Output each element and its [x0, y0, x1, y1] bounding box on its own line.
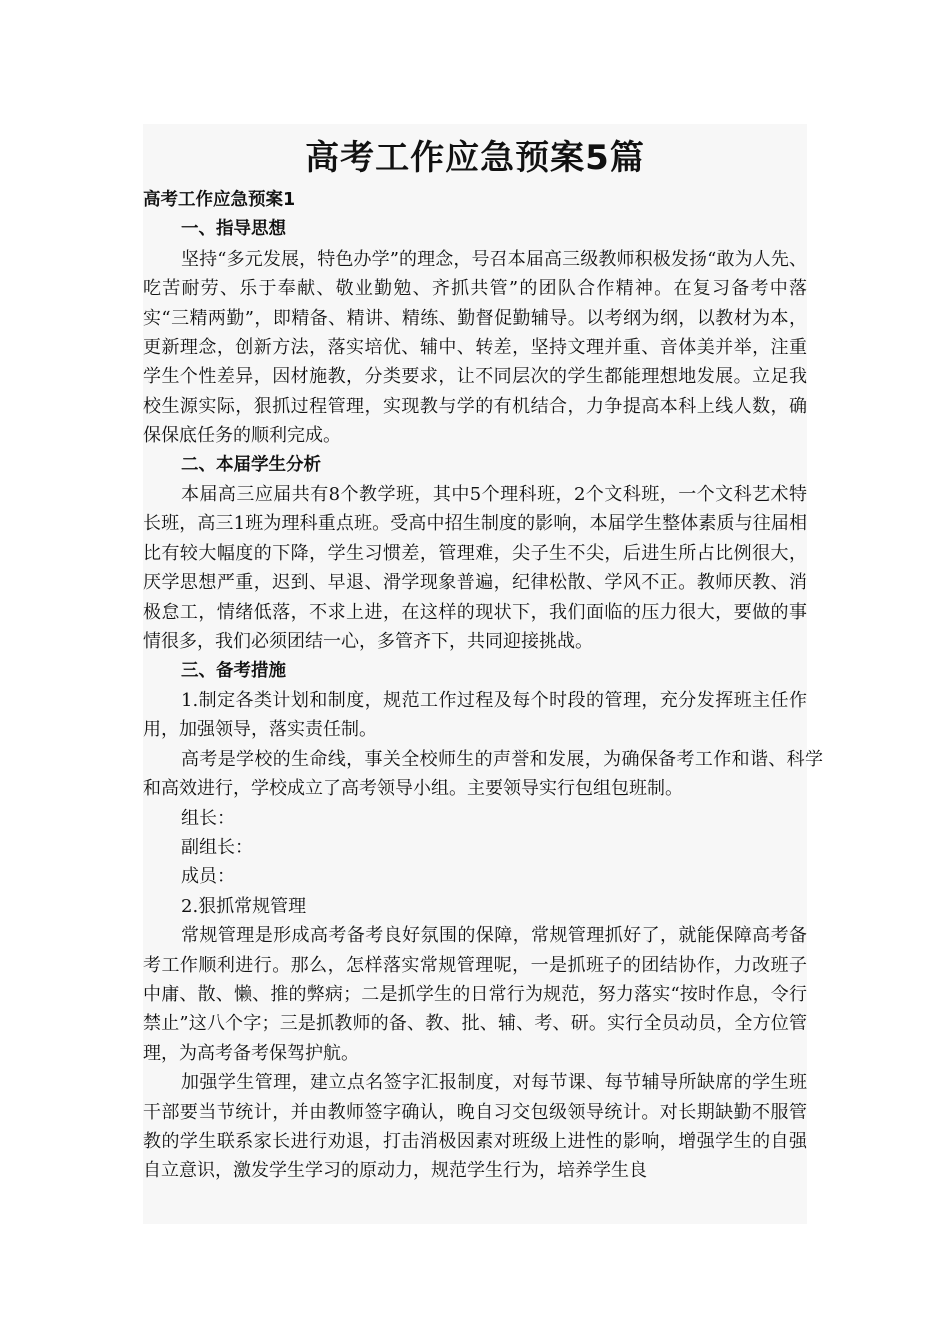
paragraph: 高考是学校的生命线，事关全校师生的声誉和发展，为确保备考工作和谐、科学和高效进行，学校成立了高考领导小组。主要领导实行包组包班制。	[143, 748, 823, 800]
section-heading-3: 三、备考措施	[181, 660, 286, 681]
paragraph: 本届高三应届共有8个教学班，其中5个理科班，2个文科班，一个文科艺术特长班，高三1班为理科重点班。受高中招生制度的影响，本届学生整体素质与往届相比有较大幅度的下降，学生习惯差，管理难，尖子生不尖，后进生所占比例很大，厌学思想严重，迟到、早退、滑学现象普遍，纪律松散、学风不正。教师厌教、消极怠工，情绪低落，不求上进，在这样的现状下，我们面临的压力很大，要做的事情很多，我们必须团结一心，多管齐下，共同迎接挑战。	[143, 484, 807, 653]
subtitle: 高考工作应急预案1	[143, 190, 296, 210]
section-heading-1: 一、指导思想	[181, 219, 286, 240]
paragraph: 加强学生管理，建立点名签字汇报制度，对每节课、每节辅导所缺席的学生班干部要当节统计，并由教师签字确认，晚自习交包级领导统计。对长期缺勤不服管教的学生联系家长进行劝退，打击消极因素对班级上进性的影响，增强学生的自强自立意识，激发学生学习的原动力，规范学生行为，培养学生良	[143, 1072, 807, 1182]
vice-leader-line: 副组长：	[181, 836, 253, 858]
list-item-heading: 2.狠抓常规管理	[181, 895, 307, 917]
paragraph: 常规管理是形成高考备考良好氛围的保障，常规管理抓好了，就能保障高考备考工作顺利进行。那么，怎样落实常规管理呢，一是抓班子的团结协作，力改班子中庸、散、懒、推的弊病；二是抓学生的日常行为规范，努力落实“按时作息，令行禁止”这八个字；三是抓教师的备、教、批、辅、考、研。实行全员动员，全方位管理，为高考备考保驾护航。	[143, 925, 807, 1064]
leader-line: 组长：	[181, 807, 235, 829]
paragraph: 1.制定各类计划和制度，规范工作过程及每个时段的管理，充分发挥班主任作用，加强领导，落实责任制。	[143, 689, 807, 741]
section-heading-2: 二、本届学生分析	[181, 454, 321, 475]
members-line: 成员：	[181, 866, 235, 888]
document-body	[143, 186, 823, 1186]
paragraph: 坚持“多元发展，特色办学”的理念，号召本届高三级教师积极发扬“敢为人先、吃苦耐劳、乐于奉献、敬业勤勉、齐抓共管”的团队合作精神。在复习备考中落实“三精两勤”，即精备、精讲、精练、勤督促勤辅导。以考纲为纲，以教材为本，更新理念，创新方法，落实培优、辅中、转差，坚持文理并重、音体美并举，注重学生个性差异，因材施教，分类要求，让不同层次的学生都能理想地发展。立足我校生源实际，狠抓过程管理，实现教与学的有机结合，力争提高本科上线人数，确保保底任务的顺利完成。	[143, 248, 807, 447]
document-title: 高考工作应急预案5篇	[305, 138, 645, 178]
